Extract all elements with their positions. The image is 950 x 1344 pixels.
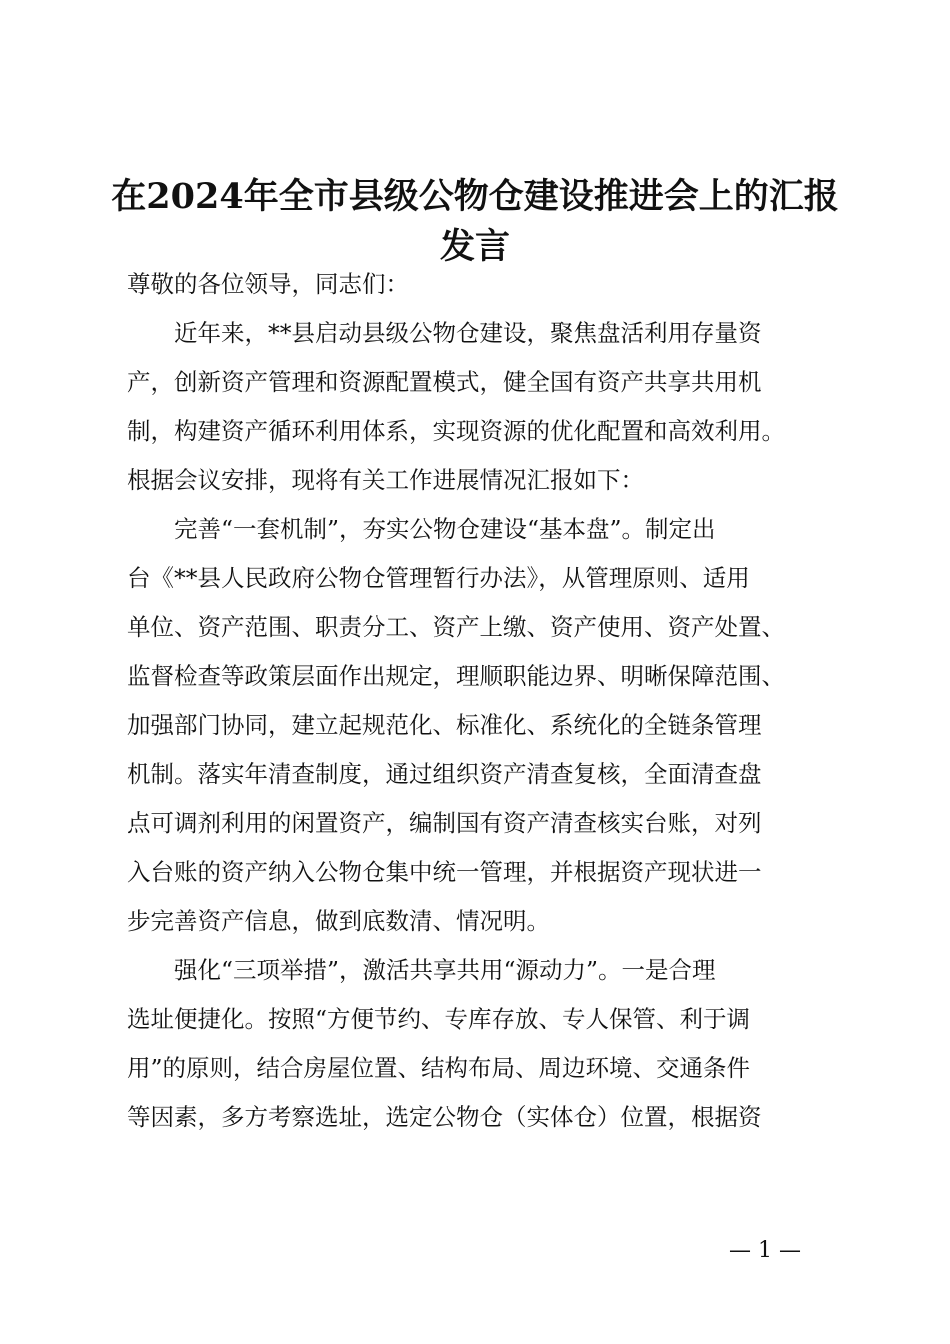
paragraph-line: 点可调剂利用的闲置资产，编制国有资产清查核实台账，对列 [127, 809, 762, 837]
paragraph-line: 用”的原则，结合房屋位置、结构布局、周边环境、交通条件 [127, 1054, 751, 1082]
page-number: — 1 — [729, 1238, 801, 1263]
paragraph-line: 单位、资产范围、职责分工、资产上缴、资产使用、资产处置、 [127, 613, 785, 641]
greeting-line: 尊敬的各位领导，同志们： [127, 270, 409, 298]
paragraph-line: 步完善资产信息，做到底数清、情况明。 [127, 907, 550, 935]
paragraph-line: 制，构建资产循环利用体系，实现资源的优化配置和高效利用。 [127, 417, 785, 445]
paragraph-line: 强化“三项举措”，激活共享共用“源动力”。一是合理 [174, 956, 716, 984]
paragraph-line: 根据会议安排，现将有关工作进展情况汇报如下： [127, 466, 644, 494]
paragraph-mechanism [127, 505, 837, 946]
paragraph-measures [127, 946, 837, 1142]
document-title: 在2024年全市县级公物仓建设推进会上的汇报发言 [111, 176, 839, 267]
paragraph-line: 产，创新资产管理和资源配置模式，健全国有资产共享共用机 [127, 368, 762, 396]
paragraph-line: 入台账的资产纳入公物仓集中统一管理，并根据资产现状进一 [127, 858, 762, 886]
paragraph-line: 台《**县人民政府公物仓管理暂行办法》，从管理原则、适用 [127, 564, 750, 592]
paragraph-line: 机制。落实年清查制度，通过组织资产清查复核，全面清查盘 [127, 760, 762, 788]
paragraph-line: 完善“一套机制”，夯实公物仓建设“基本盘”。制定出 [174, 515, 716, 543]
paragraph-line: 加强部门协同，建立起规范化、标准化、系统化的全链条管理 [127, 711, 762, 739]
document-body [127, 260, 837, 1142]
paragraph-line: 近年来，**县启动县级公物仓建设，聚焦盘活利用存量资 [174, 319, 762, 347]
paragraph-intro [127, 309, 837, 505]
paragraph-line: 等因素，多方考察选址，选定公物仓（实体仓）位置，根据资 [127, 1103, 762, 1131]
paragraph-line: 选址便捷化。按照“方便节约、专库存放、专人保管、利于调 [127, 1005, 751, 1033]
paragraph-line: 监督检查等政策层面作出规定，理顺职能边界、明晰保障范围、 [127, 662, 785, 690]
